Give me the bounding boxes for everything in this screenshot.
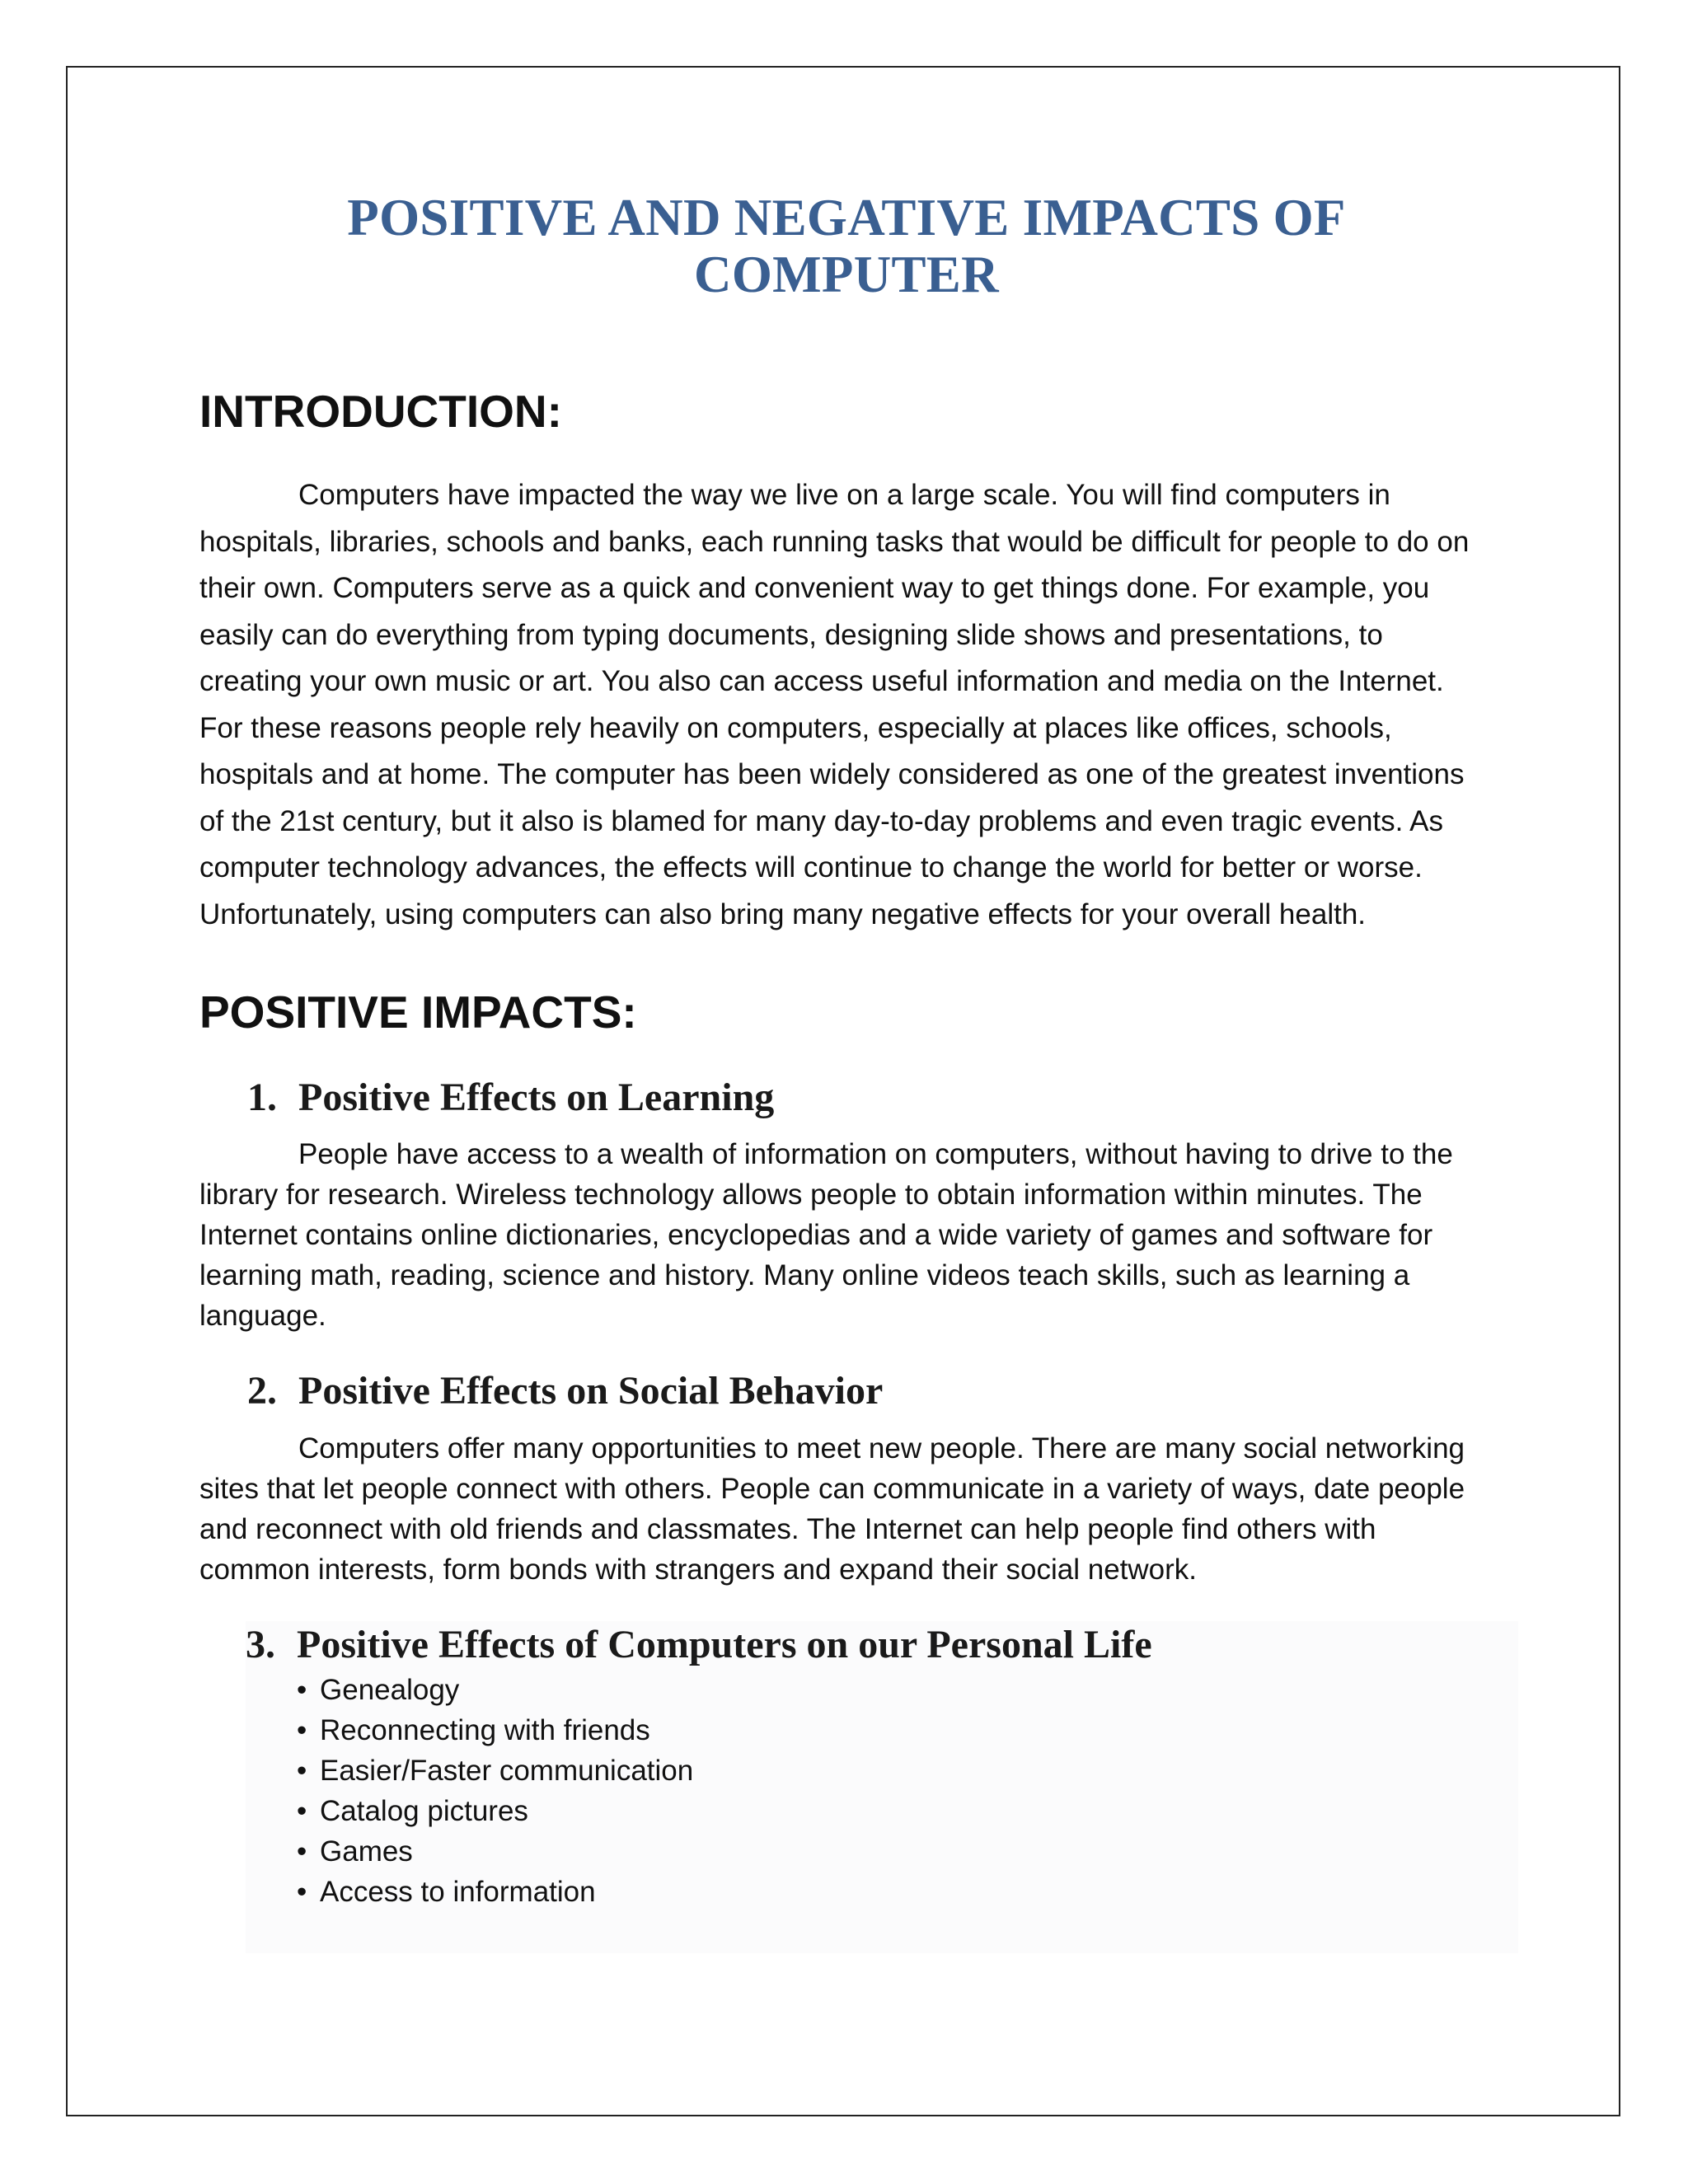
list-item [297, 1831, 1518, 1872]
item-2-number: 2. [247, 1369, 277, 1413]
list-item-text: Access to information [320, 1876, 596, 1909]
item-2-title-text: Positive Effects on Social Behavior [298, 1369, 884, 1413]
list-item [297, 1791, 1518, 1831]
document-title: POSITIVE AND NEGATIVE IMPACTS OF COMPUTER [347, 189, 1346, 304]
item-1-number: 1. [247, 1075, 277, 1119]
positive-impact-item-1 [199, 1074, 1493, 1337]
bullet-icon: • [297, 1755, 307, 1788]
bullet-icon: • [297, 1795, 307, 1828]
positive-impacts-heading: POSITIVE IMPACTS: [199, 987, 637, 1038]
item-1-title-text: Positive Effects on Learning [298, 1075, 775, 1119]
item-3-title [246, 1621, 1518, 1669]
positive-impact-item-2 [199, 1367, 1493, 1590]
list-item [297, 1670, 1518, 1710]
list-item-text: Easier/Faster communication [320, 1755, 694, 1788]
document-content [199, 190, 1493, 1953]
item-3-title-text: Positive Effects of Computers on our Personal Life [297, 1622, 1152, 1666]
list-item-text: Genealogy [320, 1674, 460, 1707]
bullet-icon: • [297, 1876, 307, 1909]
list-item [297, 1710, 1518, 1750]
introduction-heading: INTRODUCTION: [199, 385, 562, 437]
bullet-icon: • [297, 1714, 307, 1747]
introduction-paragraph: Computers have impacted the way we live on a large scale. You will find computers in hospitals, libraries, schools and banks, each running tasks that would be difficult for people to do on their own. Computers serve as a quick and convenient way to get things done. For example, you easily can do everything from typing documents, designing slide shows and presentations, to creating your own music or art. You also can access useful information and media on the Internet. For these reasons people rely heavily on computers, especially at places like offices, schools, hospitals and at home. The computer has been widely considered as one of the greatest inventions of the 21st century, but it also is blamed for many day-to-day problems and even tragic events. As computer technology advances, the effects will continue to change the world for better or worse. Unfortunately, using computers can also bring many negative effects for your overall health. [199, 479, 1470, 930]
item-2-paragraph: Computers offer many opportunities to meet new people. There are many social networking sites that let people connect with others. People can communicate in a variety of ways, date people and reconnect with old friends and classmates. The Internet can help people find others with common interests, form bonds with strangers and expand their social network. [199, 1432, 1465, 1586]
positive-impact-item-3 [246, 1621, 1518, 1954]
bullet-icon: • [297, 1674, 307, 1707]
list-item-text: Reconnecting with friends [320, 1714, 650, 1747]
list-item [297, 1872, 1518, 1912]
list-item-text: Catalog pictures [320, 1795, 528, 1828]
item-1-paragraph: People have access to a wealth of information on computers, without having to drive to the library for research. Wireless technology allows people to obtain information within minutes. The Internet contains online dictionaries, encyclopedias and a wide variety of games and software for learning math, reading, science and history. Many online videos teach skills, such as learning a language. [199, 1138, 1453, 1333]
item-2-title [247, 1367, 1493, 1415]
item-3-number: 3. [246, 1622, 275, 1666]
item-3-bullet-list [297, 1670, 1518, 1912]
bullet-icon: • [297, 1835, 307, 1868]
list-item-text: Games [320, 1835, 413, 1868]
item-1-title [247, 1074, 1493, 1122]
list-item [297, 1750, 1518, 1791]
